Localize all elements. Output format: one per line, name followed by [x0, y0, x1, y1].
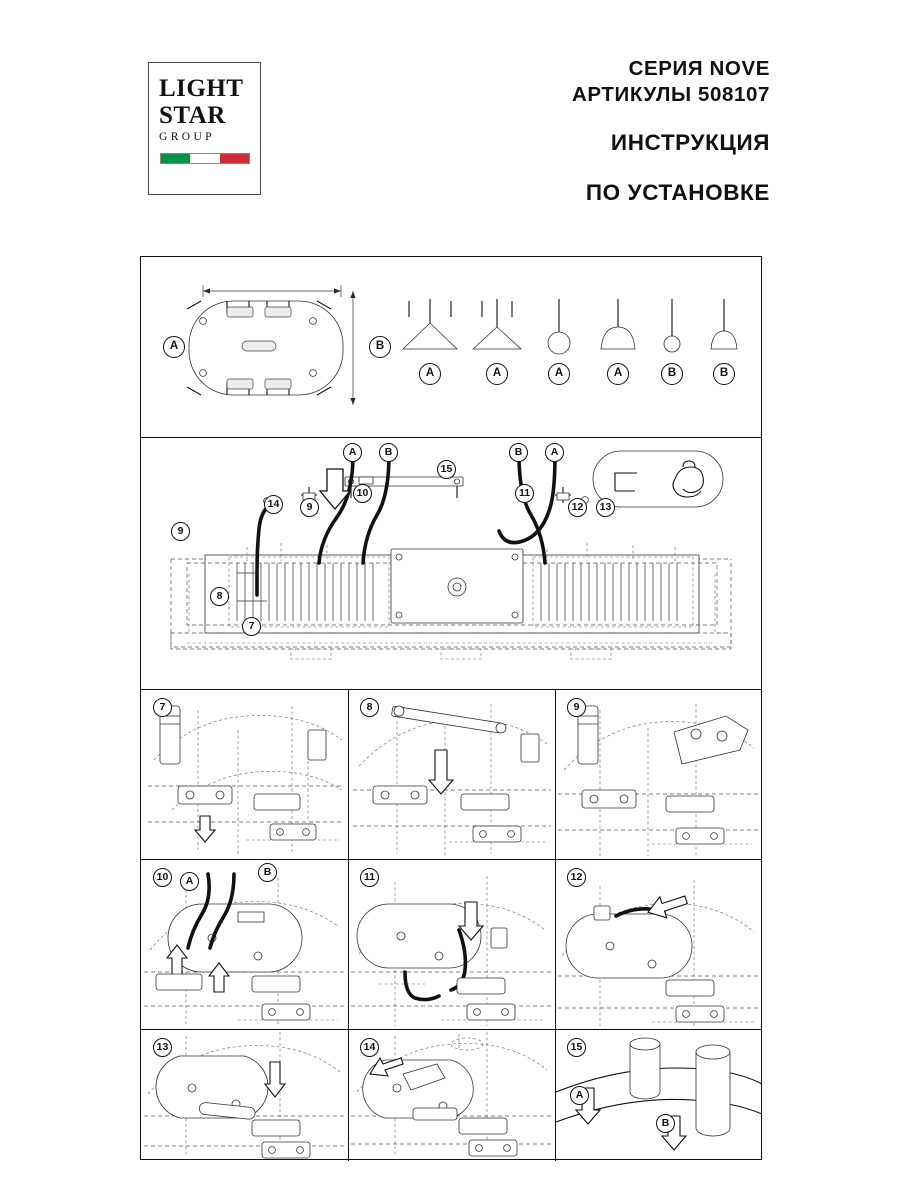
logo-line-2: STAR	[159, 102, 226, 129]
badge-fixture-1: A	[419, 363, 441, 385]
logo-line-1: LIGHT	[159, 75, 244, 102]
step-number-9: 9	[567, 698, 586, 717]
series-label: СЕРИЯ NOVE	[628, 57, 770, 80]
article-label: АРТИКУЛЫ 508107	[571, 83, 770, 106]
badge-base-right: B	[369, 336, 391, 358]
step-cell-7	[142, 690, 348, 859]
badge-part-9a: 9	[300, 498, 319, 517]
badge-cable-b-right: B	[509, 443, 528, 462]
badge-part-15: 15	[437, 460, 456, 479]
step-10-badge-a: A	[180, 872, 199, 891]
badge-cable-a-left: A	[343, 443, 362, 462]
step-cell-11	[349, 860, 555, 1029]
badge-part-8: 8	[210, 587, 229, 606]
badge-fixture-2: A	[486, 363, 508, 385]
step-cell-14	[349, 1030, 555, 1160]
badge-base-left: A	[163, 336, 185, 358]
badge-part-14: 14	[264, 495, 283, 514]
step-number-8: 8	[360, 698, 379, 717]
badge-fixture-3: A	[548, 363, 570, 385]
step-10-badge-b: B	[258, 863, 277, 882]
badge-part-12: 12	[568, 498, 587, 517]
step-cell-9	[556, 690, 762, 859]
step-number-12: 12	[567, 868, 586, 887]
step-cell-10	[142, 860, 348, 1029]
badge-part-11: 11	[515, 484, 534, 503]
document-header	[430, 56, 770, 208]
badge-part-10: 10	[353, 484, 372, 503]
step-number-11: 11	[360, 868, 379, 887]
step-number-10: 10	[153, 868, 172, 887]
brand-logo	[148, 62, 261, 195]
step-cell-12	[556, 860, 762, 1029]
top-panel-drawing	[141, 257, 763, 437]
logo-group-word: GROUP	[159, 131, 215, 143]
step-cell-8	[349, 690, 555, 859]
instruction-title-line-1: ИНСТРУКЦИЯ	[610, 130, 770, 155]
instruction-title-line-2: ПО УСТАНОВКЕ	[585, 180, 770, 205]
step-cell-15	[556, 1030, 762, 1160]
step-cell-13	[142, 1030, 348, 1160]
badge-part-9b: 9	[171, 522, 190, 541]
step-number-13: 13	[153, 1038, 172, 1057]
badge-cable-b-left: B	[379, 443, 398, 462]
diagram-frame	[140, 256, 762, 1160]
step-15-badge-a: A	[570, 1086, 589, 1105]
italy-flag-icon	[160, 153, 250, 164]
step-number-7: 7	[153, 698, 172, 717]
badge-part-7: 7	[242, 617, 261, 636]
badge-fixture-5: B	[661, 363, 683, 385]
badge-fixture-6: B	[713, 363, 735, 385]
step-15-badge-b: B	[656, 1114, 675, 1133]
step-number-15: 15	[567, 1038, 586, 1057]
step-number-14: 14	[360, 1038, 379, 1057]
badge-cable-a-right: A	[545, 443, 564, 462]
badge-part-13: 13	[596, 498, 615, 517]
badge-fixture-4: A	[607, 363, 629, 385]
